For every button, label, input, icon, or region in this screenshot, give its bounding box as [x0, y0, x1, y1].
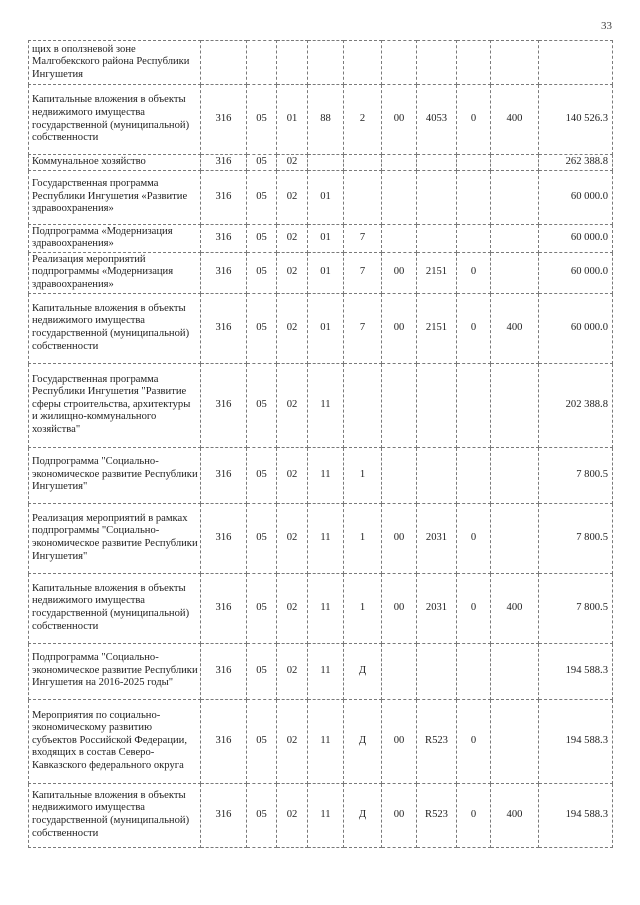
table-row [29, 503, 613, 573]
item-name: Подпрограмма «Модернизация здравоохранения» [29, 224, 201, 252]
subsection-code: 02 [277, 447, 308, 503]
page-number: 33 [601, 20, 612, 32]
extra-code: 0 [457, 293, 491, 363]
program-code: 01 [308, 293, 344, 363]
program-code [308, 41, 344, 85]
amount-value: 194 588.3 [539, 643, 613, 699]
measure-code [382, 447, 417, 503]
extra-code [457, 170, 491, 224]
measure-code [382, 224, 417, 252]
section-code: 05 [247, 643, 277, 699]
item-name: Капитальные вложения в объекты недвижимого имущества государственной (муниципальной) собственности [29, 783, 201, 847]
section-code: 05 [247, 85, 277, 155]
measure-code [382, 170, 417, 224]
item-name: Капитальные вложения в объекты недвижимого имущества государственной (муниципальной) собственности [29, 293, 201, 363]
expense-type-code [491, 503, 539, 573]
direction-code [417, 41, 457, 85]
measure-code [382, 155, 417, 171]
extra-code [457, 363, 491, 447]
measure-code: 00 [382, 252, 417, 293]
program-code: 11 [308, 573, 344, 643]
program-code: 11 [308, 699, 344, 783]
amount-value: 194 588.3 [539, 783, 613, 847]
extra-code: 0 [457, 573, 491, 643]
measure-code: 00 [382, 293, 417, 363]
item-name: Подпрограмма "Социально-экономическое развитие Республики Ингушетия" [29, 447, 201, 503]
expense-type-code: 400 [491, 783, 539, 847]
extra-code: 0 [457, 85, 491, 155]
expense-type-code [491, 252, 539, 293]
section-code: 05 [247, 783, 277, 847]
program-code: 11 [308, 363, 344, 447]
item-name: Государственная программа Республики Ингушетия «Развитие здравоохранения» [29, 170, 201, 224]
subprogram-code: 7 [344, 293, 382, 363]
direction-code: 2031 [417, 573, 457, 643]
ministry-code: 316 [201, 783, 247, 847]
ministry-code: 316 [201, 699, 247, 783]
direction-code [417, 363, 457, 447]
table-row [29, 293, 613, 363]
ministry-code: 316 [201, 447, 247, 503]
expense-type-code [491, 447, 539, 503]
extra-code [457, 224, 491, 252]
extra-code [457, 447, 491, 503]
table-row [29, 699, 613, 783]
amount-value: 194 588.3 [539, 699, 613, 783]
subsection-code: 02 [277, 573, 308, 643]
subsection-code: 02 [277, 643, 308, 699]
section-code: 05 [247, 293, 277, 363]
subsection-code: 02 [277, 252, 308, 293]
direction-code: 4053 [417, 85, 457, 155]
table-row [29, 447, 613, 503]
subsection-code: 02 [277, 503, 308, 573]
extra-code [457, 643, 491, 699]
item-name: Государственная программа Республики Ингушетия "Развитие сферы строительства, архитектуры и жилищно-коммунального хозяйства" [29, 363, 201, 447]
subprogram-code: 1 [344, 503, 382, 573]
subsection-code: 02 [277, 170, 308, 224]
section-code: 05 [247, 252, 277, 293]
measure-code [382, 643, 417, 699]
section-code: 05 [247, 503, 277, 573]
direction-code [417, 155, 457, 171]
subprogram-code [344, 155, 382, 171]
subprogram-code: 7 [344, 224, 382, 252]
amount-value: 140 526.3 [539, 85, 613, 155]
subprogram-code: Д [344, 643, 382, 699]
measure-code [382, 41, 417, 85]
subprogram-code: Д [344, 699, 382, 783]
expense-type-code [491, 170, 539, 224]
ministry-code: 316 [201, 503, 247, 573]
amount-value: 60 000.0 [539, 293, 613, 363]
measure-code [382, 363, 417, 447]
subprogram-code [344, 41, 382, 85]
ministry-code: 316 [201, 155, 247, 171]
amount-value: 7 800.5 [539, 503, 613, 573]
program-code [308, 155, 344, 171]
direction-code: R523 [417, 783, 457, 847]
direction-code: 2151 [417, 252, 457, 293]
extra-code: 0 [457, 503, 491, 573]
section-code: 05 [247, 573, 277, 643]
expense-type-code: 400 [491, 293, 539, 363]
direction-code: R523 [417, 699, 457, 783]
subsection-code: 02 [277, 783, 308, 847]
ministry-code: 316 [201, 85, 247, 155]
amount-value: 60 000.0 [539, 170, 613, 224]
ministry-code: 316 [201, 293, 247, 363]
section-code: 05 [247, 155, 277, 171]
amount-value [539, 41, 613, 85]
expense-type-code [491, 41, 539, 85]
table-row [29, 252, 613, 293]
section-code: 05 [247, 447, 277, 503]
direction-code [417, 447, 457, 503]
extra-code [457, 41, 491, 85]
extra-code: 0 [457, 699, 491, 783]
program-code: 01 [308, 224, 344, 252]
ministry-code: 316 [201, 363, 247, 447]
section-code [247, 41, 277, 85]
ministry-code: 316 [201, 643, 247, 699]
ministry-code: 316 [201, 170, 247, 224]
subprogram-code: 7 [344, 252, 382, 293]
expense-type-code [491, 363, 539, 447]
expense-type-code: 400 [491, 573, 539, 643]
expense-type-code: 400 [491, 85, 539, 155]
subprogram-code: 1 [344, 573, 382, 643]
budget-table [28, 40, 613, 848]
amount-value: 262 388.8 [539, 155, 613, 171]
subprogram-code [344, 170, 382, 224]
subsection-code: 02 [277, 699, 308, 783]
program-code: 11 [308, 643, 344, 699]
ministry-code: 316 [201, 224, 247, 252]
subsection-code: 02 [277, 224, 308, 252]
expense-type-code [491, 224, 539, 252]
table-row [29, 363, 613, 447]
amount-value: 7 800.5 [539, 447, 613, 503]
program-code: 11 [308, 783, 344, 847]
subprogram-code: Д [344, 783, 382, 847]
subprogram-code: 1 [344, 447, 382, 503]
measure-code: 00 [382, 783, 417, 847]
table-row [29, 41, 613, 85]
expense-type-code [491, 155, 539, 171]
section-code: 05 [247, 170, 277, 224]
table-row [29, 85, 613, 155]
extra-code [457, 155, 491, 171]
amount-value: 202 388.8 [539, 363, 613, 447]
program-code: 88 [308, 85, 344, 155]
amount-value: 60 000.0 [539, 252, 613, 293]
item-name: Капитальные вложения в объекты недвижимого имущества государственной (муниципальной) собственности [29, 573, 201, 643]
extra-code: 0 [457, 252, 491, 293]
section-code: 05 [247, 224, 277, 252]
item-name: Капитальные вложения в объекты недвижимого имущества государственной (муниципальной) собственности [29, 85, 201, 155]
item-name: Подпрограмма "Социально-экономическое развитие Республики Ингушетия на 2016-2025 годы" [29, 643, 201, 699]
item-name: Реализация мероприятий в рамках подпрограммы "Социально-экономическое развитие Республики Ингушетия" [29, 503, 201, 573]
ministry-code: 316 [201, 252, 247, 293]
ministry-code [201, 41, 247, 85]
program-code: 11 [308, 447, 344, 503]
direction-code: 2151 [417, 293, 457, 363]
subprogram-code [344, 363, 382, 447]
program-code: 11 [308, 503, 344, 573]
table-row [29, 573, 613, 643]
ministry-code: 316 [201, 573, 247, 643]
expense-type-code [491, 643, 539, 699]
direction-code [417, 170, 457, 224]
amount-value: 7 800.5 [539, 573, 613, 643]
subsection-code: 02 [277, 293, 308, 363]
item-name: Мероприятия по социально-экономическому развитию субъектов Российской Федерации, входящих в состав Северо-Кавказского федерального округа [29, 699, 201, 783]
table-row [29, 783, 613, 847]
amount-value: 60 000.0 [539, 224, 613, 252]
item-name: Реализация мероприятий подпрограммы «Модернизация здравоохранения» [29, 252, 201, 293]
measure-code: 00 [382, 573, 417, 643]
subsection-code: 02 [277, 363, 308, 447]
program-code: 01 [308, 170, 344, 224]
table-row [29, 155, 613, 171]
subsection-code: 01 [277, 85, 308, 155]
expense-type-code [491, 699, 539, 783]
direction-code [417, 643, 457, 699]
measure-code: 00 [382, 699, 417, 783]
subsection-code [277, 41, 308, 85]
item-name: щих в оползневой зоне Малгобекского района Республики Ингушетия [29, 41, 201, 85]
table-row [29, 643, 613, 699]
subprogram-code: 2 [344, 85, 382, 155]
direction-code [417, 224, 457, 252]
measure-code: 00 [382, 503, 417, 573]
direction-code: 2031 [417, 503, 457, 573]
section-code: 05 [247, 363, 277, 447]
program-code: 01 [308, 252, 344, 293]
extra-code: 0 [457, 783, 491, 847]
item-name: Коммунальное хозяйство [29, 155, 201, 171]
table-row [29, 224, 613, 252]
section-code: 05 [247, 699, 277, 783]
table-row [29, 170, 613, 224]
measure-code: 00 [382, 85, 417, 155]
subsection-code: 02 [277, 155, 308, 171]
